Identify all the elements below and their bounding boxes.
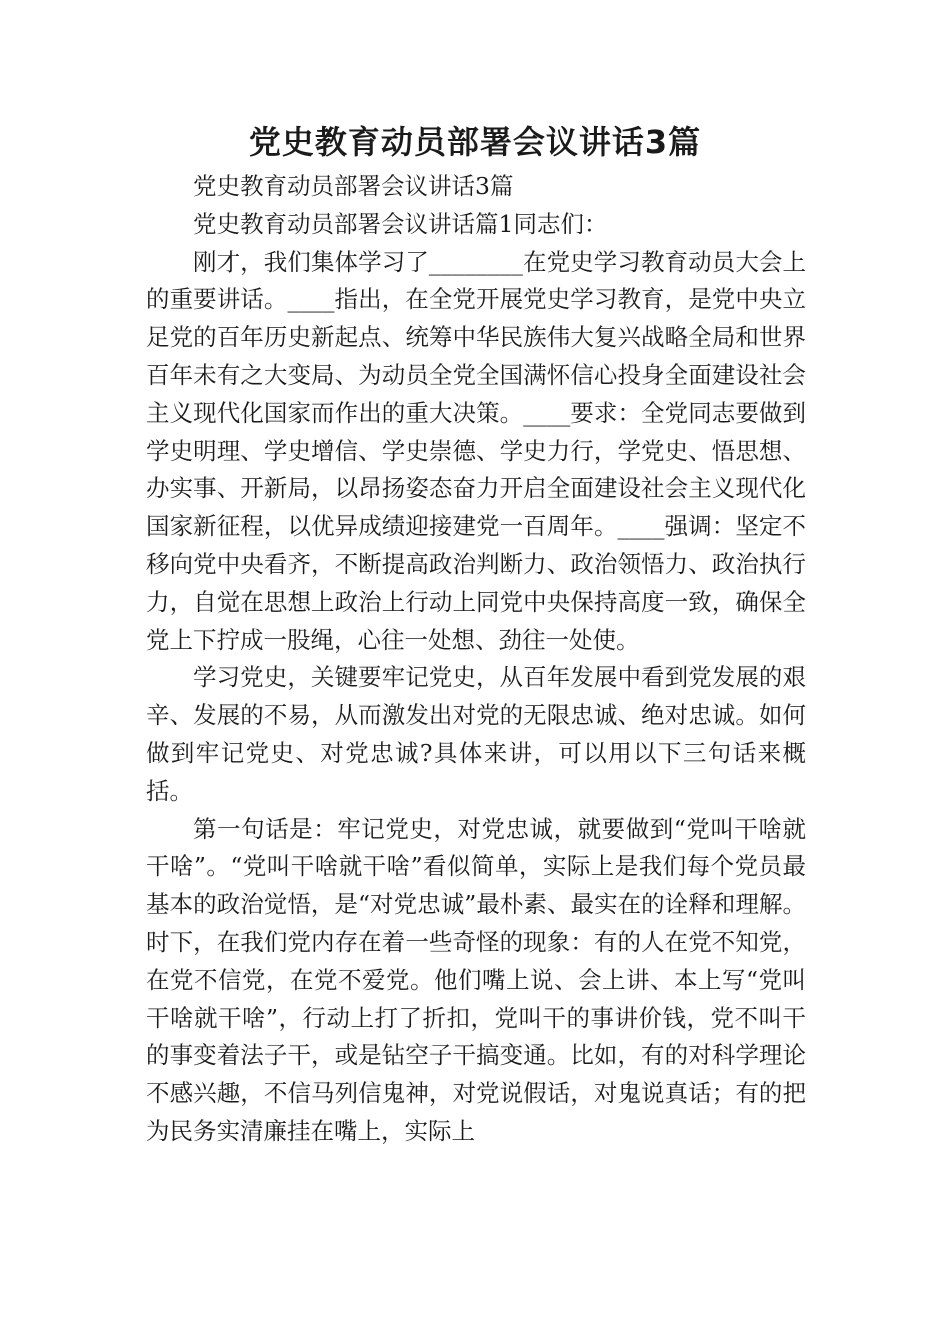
paragraph: 刚才，我们集体学习了________在党史学习教育动员大会上的重要讲话。____指出，在全党开展党史学习教育，是党中央立足党的百年历史新起点、统筹中华民族伟大复兴战略全局和世界百年未有之大变局、为动员全党全国满怀信心投身全面建设社会主义现代化国家而作出的重大决策。____要求：全党同志要做到学史明理、学史增信、学史崇德、学史力行，学党史、悟思想、办实事、开新局，以昂扬姿态奋力开启全面建设社会主义现代化国家新征程，以优异成绩迎接建党一百周年。____强调：坚定不移向党中央看齐，不断提高政治判断力、政治领悟力、政治执行力，自觉在思想上政治上行动上同党中央保持高度一致，确保全党上下拧成一股绳，心往一处想、劲往一处使。 <box>146 247 806 654</box>
document-title: 党史教育动员部署会议讲话3篇 <box>248 123 702 161</box>
paragraph: 学习党史，关键要牢记党史，从百年发展中看到党发展的艰辛、发展的不易，从而激发出对党的无限忠诚、绝对忠诚。如何做到牢记党史、对党忠诚?具体来讲，可以用以下三句话来概括。 <box>146 663 806 805</box>
paragraph: 第一句话是：牢记党史，对党忠诚，就要做到“党叫干啥就干啥”。“党叫干啥就干啥”看似简单，实际上是我们每个党员最基本的政治觉悟，是“对党忠诚”最朴素、最实在的诠释和理解。时下，在我们党内存在着一些奇怪的现象：有的人在党不知党，在党不信党，在党不爱党。他们嘴上说、会上讲、本上写“党叫干啥就干啥”，行动上打了折扣，党叫干的事讲价钱，党不叫干的事变着法子干，或是钻空子干搞变通。比如，有的对科学理论不感兴趣，不信马列信鬼神，对党说假话，对鬼说真话；有的把为民务实清廉挂在嘴上，实际上 <box>146 814 806 1145</box>
paragraph: 党史教育动员部署会议讲话3篇 <box>193 172 514 200</box>
paragraph: 党史教育动员部署会议讲话篇1同志们： <box>193 209 608 238</box>
document-body <box>146 168 806 1151</box>
